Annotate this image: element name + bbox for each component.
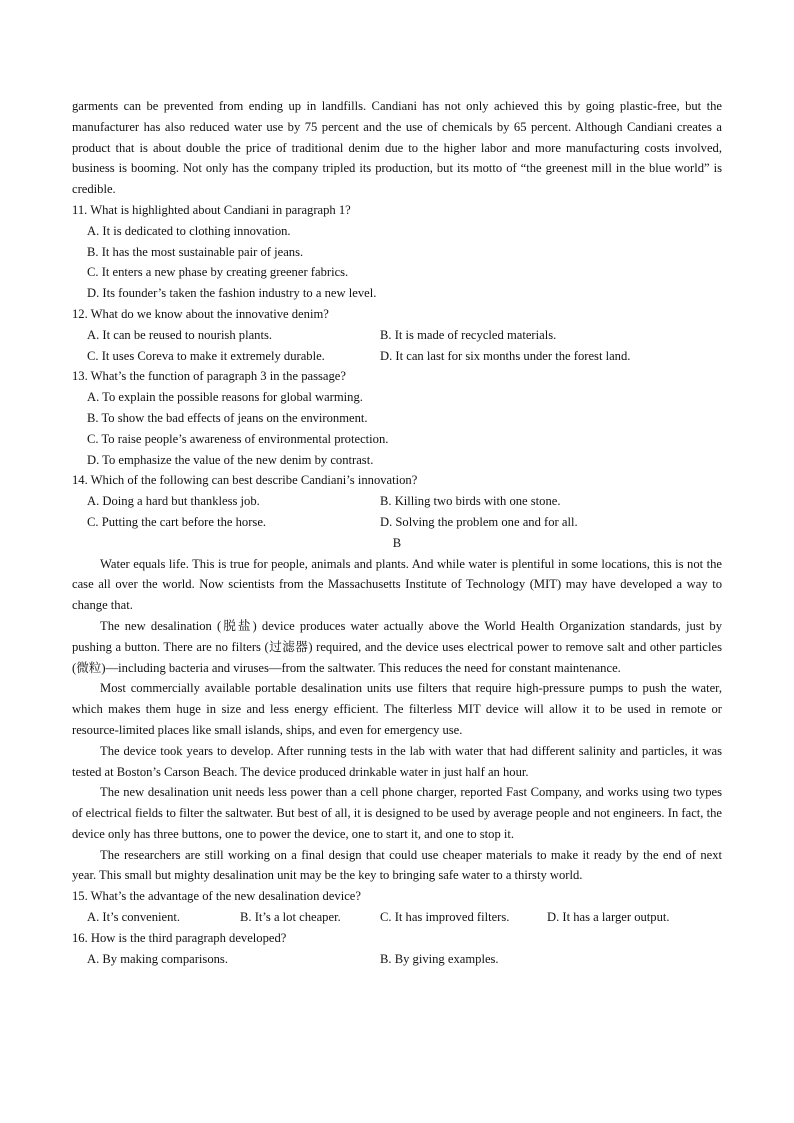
passage-b-paragraph-1: Water equals life. This is true for people, animals and plants. And while water is plentiful in some locations, this is not the case all over the world. Now scientists from the Massachusetts Institute of Technology (MIT) may have developed a way to change that. xyxy=(72,556,722,613)
question-13 xyxy=(72,366,722,470)
question-stem: 11. What is highlighted about Candiani in paragraph 1? xyxy=(72,202,351,217)
question-stem: 16. How is the third paragraph developed? xyxy=(72,930,287,945)
option-row xyxy=(72,346,722,367)
option-b: B. It has the most sustainable pair of jeans. xyxy=(87,244,304,259)
option-a: A. By making comparisons. xyxy=(87,951,228,966)
option-d: D. Its founder’s taken the fashion industry to a new level. xyxy=(87,286,377,301)
option-row xyxy=(72,949,722,970)
option-c: C. It has improved filters. xyxy=(380,910,510,925)
passage-a-ending: garments can be prevented from ending up in landfills. Candiani has not only achieved this by going plastic-free, but the manufacturer has also reduced water use by 75 percent and the use of chemicals by 65 percent. Although Candiani creates a product that is about double the price of traditional denim due to the higher labor and more manufacturing costs involved, business is booming. Not only has the company tripled its production, but its motto of “the greenest mill in the blue world” is credible. xyxy=(72,99,722,197)
question-14 xyxy=(72,470,722,532)
passage-b-paragraph-2: The new desalination (脱盐) device produces water actually above the World Health Organization standards, just by pushing a button. There are no filters (过滤器) required, and the device uses electrical power to remove salt and other particles (微粒)—including bacteria and viruses—from the saltwater. This reduces the need for constant maintenance. xyxy=(72,618,722,675)
option-a: A. Doing a hard but thankless job. xyxy=(87,494,260,509)
option-row xyxy=(72,512,722,533)
option-row xyxy=(72,907,722,928)
option-d: D. Solving the problem one and for all. xyxy=(380,514,578,529)
option-c: C. It enters a new phase by creating greener fabrics. xyxy=(87,265,349,280)
option-d: D. It has a larger output. xyxy=(547,910,670,925)
question-16 xyxy=(72,928,722,970)
passage-b-paragraph-4: The device took years to develop. After running tests in the lab with water that had different salinity and particles, it was tested at Boston’s Carson Beach. The device produced drinkable water in just half an hour. xyxy=(72,743,722,779)
question-15 xyxy=(72,886,722,928)
question-12 xyxy=(72,304,722,366)
option-b: B. To show the bad effects of jeans on the environment. xyxy=(87,410,368,425)
option-c: C. To raise people’s awareness of environmental protection. xyxy=(87,431,389,446)
question-stem: 15. What’s the advantage of the new desalination device? xyxy=(72,889,361,904)
question-stem: 12. What do we know about the innovative denim? xyxy=(72,306,329,321)
option-b: B. It is made of recycled materials. xyxy=(380,327,557,342)
question-11 xyxy=(72,200,722,304)
option-a: A. To explain the possible reasons for global warming. xyxy=(87,390,363,405)
passage-b-paragraph-5: The new desalination unit needs less power than a cell phone charger, reported Fast Company, and works using two types of electrical fields to filter the saltwater. But best of all, it is designed to be used by average people and not engineers. In fact, the device only has three buttons, one to power the device, one to start it, and one to stop it. xyxy=(72,785,722,841)
passage-b-paragraph-3: Most commercially available portable desalination units use filters that require high-pressure pumps to push the water, which makes them huge in size and less energy efficient. The filterless MIT device will allow it to be used in remote or resource-limited places like small islands, ships, and even for emergency use. xyxy=(72,681,722,737)
option-b: B. It’s a lot cheaper. xyxy=(240,910,341,925)
option-a: A. It can be reused to nourish plants. xyxy=(87,327,273,342)
option-b: B. By giving examples. xyxy=(380,951,499,966)
question-stem: 14. Which of the following can best describe Candiani’s innovation? xyxy=(72,473,418,488)
section-b-heading: B xyxy=(392,535,402,550)
option-b: B. Killing two birds with one stone. xyxy=(380,494,561,509)
option-row xyxy=(72,491,722,512)
option-d: D. To emphasize the value of the new denim by contrast. xyxy=(87,452,374,467)
exam-page xyxy=(72,96,722,969)
question-stem: 13. What’s the function of paragraph 3 in the passage? xyxy=(72,369,346,384)
option-c: C. Putting the cart before the horse. xyxy=(87,514,267,529)
option-row xyxy=(72,325,722,346)
option-c: C. It uses Coreva to make it extremely durable. xyxy=(87,348,325,363)
option-a: A. It’s convenient. xyxy=(87,910,181,925)
passage-b-paragraph-6: The researchers are still working on a final design that could use cheaper materials to make it ready by the end of next year. This small but mighty desalination unit may be the key to bringing safe water to a thirsty world. xyxy=(72,847,722,883)
option-a: A. It is dedicated to clothing innovation. xyxy=(87,223,291,238)
option-d: D. It can last for six months under the forest land. xyxy=(380,348,631,363)
